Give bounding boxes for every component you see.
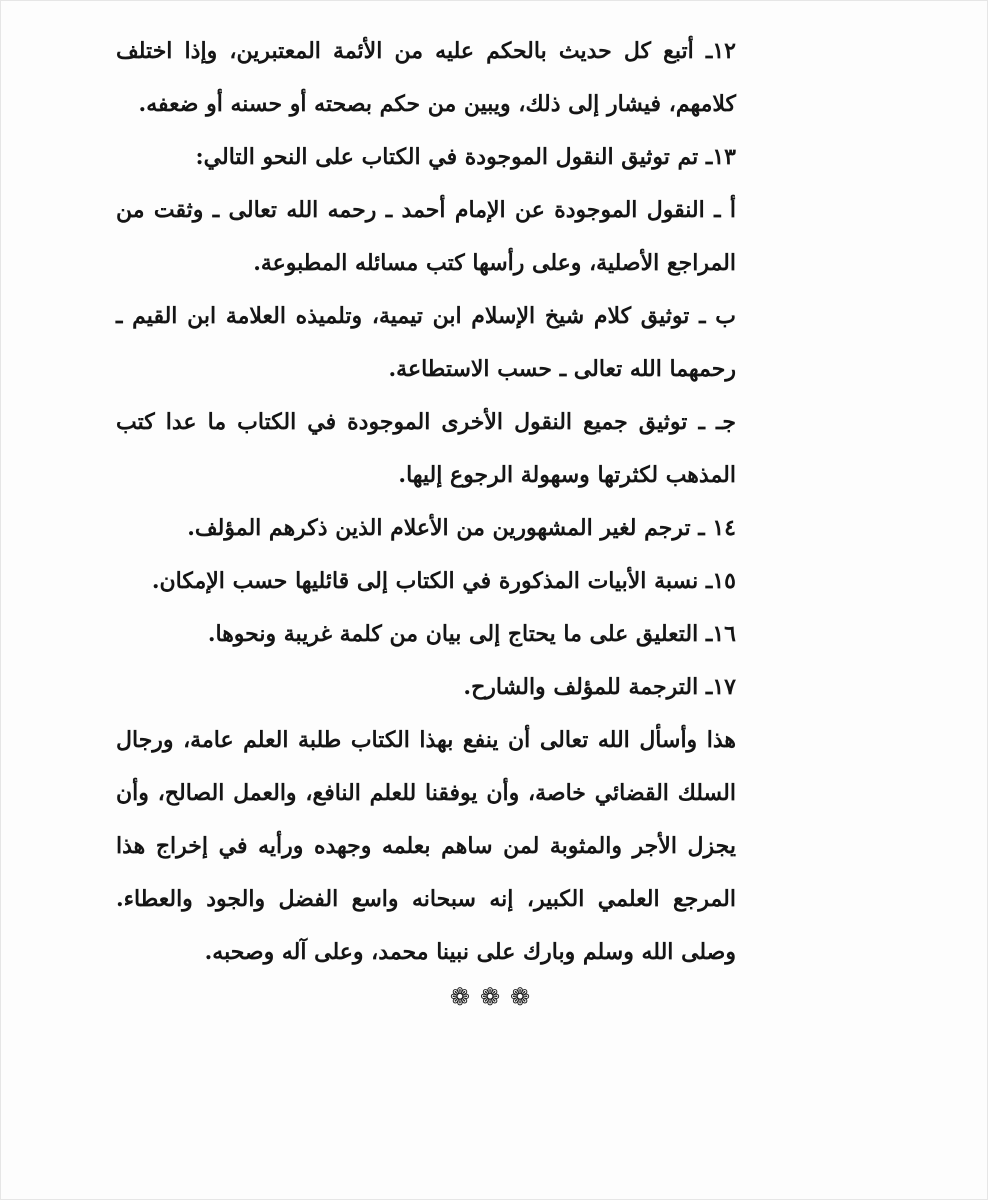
closing-paragraph: هذا وأسأل الله تعالى أن ينفع بهذا الكتاب طلبة العلم عامة، ورجال السلك القضائي خاصة، وأن يوفقنا للعلم النافع، والعمل الصالح، وأن يجزل الأجر والمثوبة لمن ساهم بعلمه وجهده ورأيه في إخراج هذا المرجع العلمي الكبير، إنه سبحانه واسع الفضل والجود والعطاء. وصلى الله وسلم وبارك على نبينا محمد، وعلى آله وصحبه.	[116, 727, 736, 965]
page-text	[116, 25, 736, 979]
item-13: ١٣ـ تم توثيق النقول الموجودة في الكتاب على النحو التالي:	[195, 144, 736, 170]
item-13-a: أ ـ النقول الموجودة عن الإمام أحمد ـ رحمه الله تعالى ـ وثقت من المراجع الأصلية، وعلى رأسها كتب مسائله المطبوعة.	[116, 197, 736, 276]
item-16: ١٦ـ التعليق على ما يحتاج إلى بيان من كلمة غريبة ونحوها.	[207, 621, 736, 647]
item-14: ١٤ ـ ترجم لغير المشهورين من الأعلام الذين ذكرهم المؤلف.	[187, 515, 736, 541]
item-15: ١٥ـ نسبة الأبيات المذكورة في الكتاب إلى قائليها حسب الإمكان.	[151, 568, 736, 594]
item-13-c: جـ ـ توثيق جميع النقول الأخرى الموجودة في الكتاب ما عدا كتب المذهب لكثرتها وسهولة الرجوع إليها.	[116, 409, 736, 488]
flower-ornament-icon: ❁❁❁	[449, 983, 541, 1011]
item-13-b: ب ـ توثيق كلام شيخ الإسلام ابن تيمية، وتلميذه العلامة ابن القيم ـ رحمهما الله تعالى ـ حسب الاستطاعة.	[116, 303, 736, 382]
item-17: ١٧ـ الترجمة للمؤلف والشارح.	[463, 674, 736, 700]
item-12: ١٢ـ أتبع كل حديث بالحكم عليه من الأئمة المعتبرين، وإذا اختلف كلامهم، فيشار إلى ذلك، ويبين من حكم بصحته أو حسنه أو ضعفه.	[116, 38, 736, 117]
